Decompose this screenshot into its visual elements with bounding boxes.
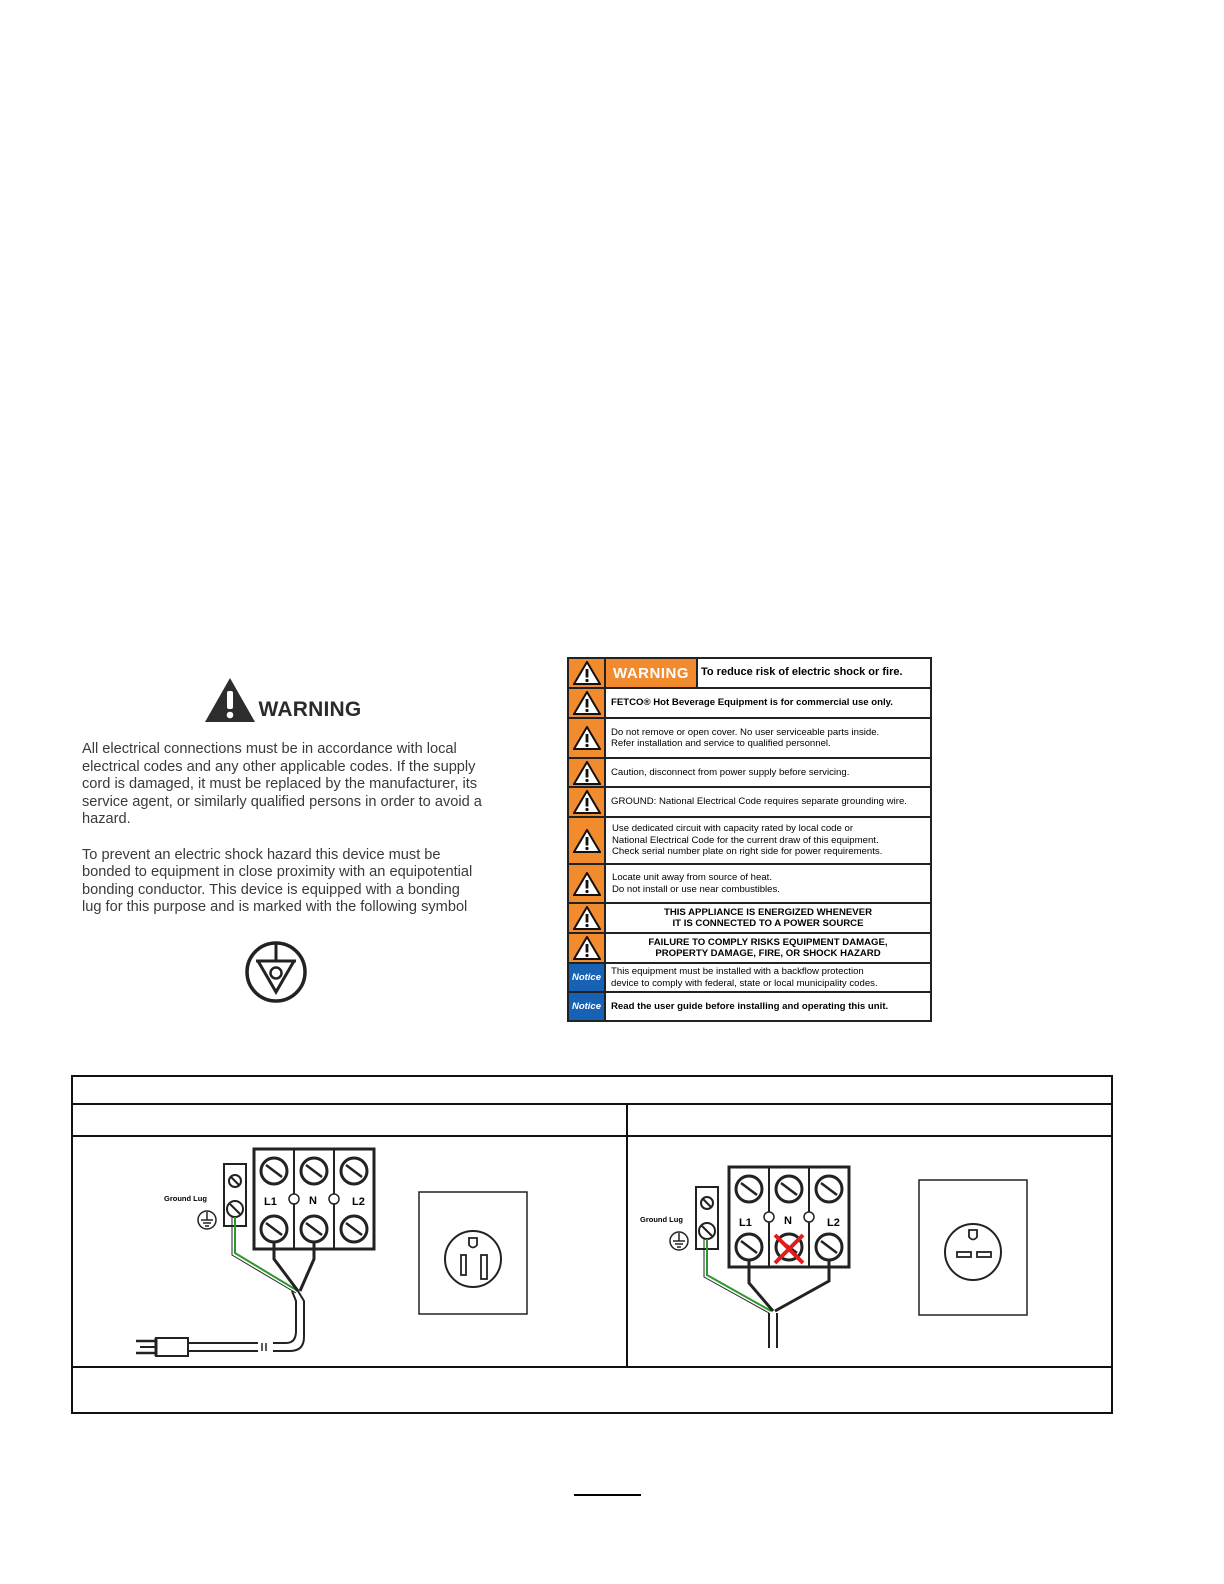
ground-symbol-icon	[198, 1211, 216, 1229]
wiring-column-divider	[626, 1105, 628, 1368]
label-row-text: FAILURE TO COMPLY RISKS EQUIPMENT DAMAGE, PROPERTY DAMAGE, FIRE, OR SHOCK HAZARD	[648, 936, 888, 959]
label-row	[569, 719, 930, 759]
terminal-label-n: N	[784, 1215, 792, 1227]
label-notice-row	[569, 993, 930, 1020]
label-row-text: Use dedicated circuit with capacity rated by local code or National Electrical Code for the current draw of this equipment. Check serial number plate on right side for power requirements.	[612, 823, 883, 858]
label-row	[569, 788, 930, 818]
wiring-diagram-120v	[128, 1141, 598, 1363]
label-row-text: THIS APPLIANCE IS ENERGIZED WHENEVER IT IS CONNECTED TO A POWER SOURCE	[663, 906, 873, 929]
label-row-text: This equipment must be installed with a backflow protection device to comply with federal, state or local municipality codes.	[611, 966, 878, 989]
label-row	[569, 759, 930, 788]
label-warning-icon	[569, 689, 606, 717]
label-row	[569, 934, 930, 964]
bonding-paragraph: To prevent an electric shock hazard this device must be bonded to equipment in close proximity with an equipotential bonding conductor. This device is equipped with a bonding lug for this purpose and is marked with the following symbol	[82, 846, 473, 916]
notice-badge: Notice	[569, 993, 606, 1020]
wiring-footer-divider	[73, 1366, 1111, 1368]
wiring-subheader-row	[73, 1105, 1111, 1137]
electrical-codes-paragraph: All electrical connections must be in accordance with local electrical codes and any other applicable codes. If the supply cord is damaged, it must be replaced by the manufacturer, its service agent, or similarly qualified persons in order to avoid a hazard.	[82, 741, 482, 828]
warning-heading-text: WARNING	[258, 698, 362, 721]
label-row-text: Locate unit away from source of heat. Do not install or use near combustibles.	[612, 872, 780, 895]
label-notice-row	[569, 964, 930, 993]
label-warning-icon	[569, 659, 606, 687]
label-warning-icon	[569, 818, 606, 863]
wiring-diagram-240v	[633, 1141, 1103, 1363]
wiring-title-row	[73, 1077, 1111, 1105]
ground-symbol-icon	[670, 1232, 688, 1250]
ground-lug	[224, 1164, 246, 1226]
equipotential-bonding-icon	[244, 940, 308, 1004]
terminal-label-l2: L2	[827, 1217, 840, 1229]
electrical-warning-block	[82, 668, 482, 917]
label-header-text: To reduce risk of electric shock or fire.	[701, 666, 903, 679]
label-row-text: Caution, disconnect from power supply before servicing.	[611, 766, 850, 778]
label-row-text: GROUND: National Electrical Code requires separate grounding wire.	[611, 796, 907, 808]
power-plug-icon	[136, 1338, 188, 1356]
terminal-block	[254, 1149, 374, 1249]
label-warning-icon	[569, 904, 606, 932]
label-row-text: FETCO® Hot Beverage Equipment is for commercial use only.	[611, 697, 893, 709]
label-warning-icon	[569, 719, 606, 757]
label-header-row	[569, 659, 930, 689]
outlet-5-15-icon	[419, 1192, 527, 1314]
label-warning-badge: WARNING	[606, 659, 698, 687]
terminal-label-n: N	[309, 1195, 317, 1207]
ground-lug-label: Ground Lug	[640, 1215, 683, 1224]
label-warning-icon	[569, 759, 606, 786]
wiring-diagram-table	[71, 1075, 1113, 1414]
terminal-label-l1: L1	[264, 1196, 277, 1208]
warning-label-table	[567, 657, 932, 1022]
terminal-block	[729, 1167, 849, 1267]
warning-triangle-icon	[203, 676, 257, 724]
label-row-text: Read the user guide before installing and operating this unit.	[611, 1000, 889, 1012]
label-row-text: Do not remove or open cover. No user serviceable parts inside. Refer installation and service to qualified personnel.	[611, 726, 880, 749]
notice-badge: Notice	[569, 964, 606, 991]
label-row	[569, 904, 930, 934]
label-warning-icon	[569, 865, 606, 902]
warning-heading	[82, 668, 482, 724]
terminal-label-l1: L1	[739, 1217, 752, 1229]
label-row	[569, 689, 930, 719]
outlet-6-15-icon	[919, 1180, 1027, 1315]
label-row	[569, 818, 930, 865]
label-row	[569, 865, 930, 904]
terminal-label-l2: L2	[352, 1196, 365, 1208]
ground-lug-label: Ground Lug	[164, 1194, 207, 1203]
label-warning-icon	[569, 934, 606, 962]
label-warning-icon	[569, 788, 606, 816]
page-number-rule	[574, 1494, 641, 1496]
